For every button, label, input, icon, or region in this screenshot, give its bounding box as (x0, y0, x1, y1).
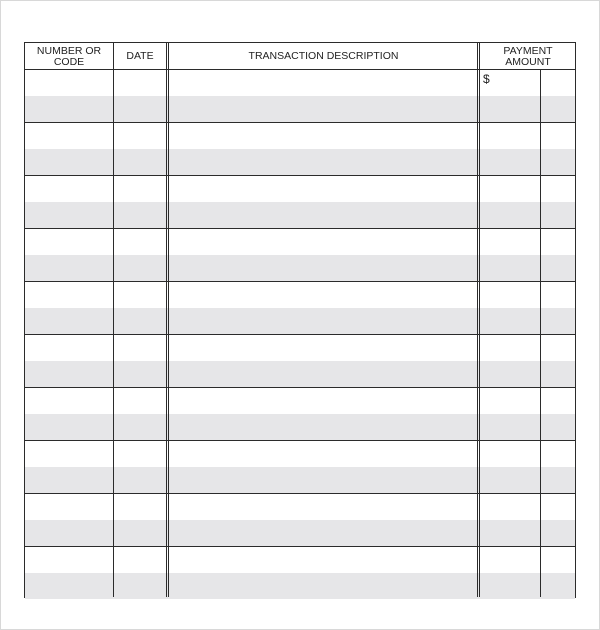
row-line-shaded[interactable] (25, 96, 575, 122)
row-line-white[interactable] (25, 547, 575, 573)
row-line-white[interactable] (25, 388, 575, 414)
table-row[interactable] (25, 70, 575, 123)
row-line-white[interactable] (25, 282, 575, 308)
row-line-white[interactable] (25, 229, 575, 255)
table-row[interactable] (25, 547, 575, 600)
table-row[interactable] (25, 123, 575, 176)
cents-divider (540, 70, 541, 597)
column-divider (168, 43, 169, 597)
table-row[interactable] (25, 441, 575, 494)
currency-symbol: $ (483, 72, 490, 86)
row-line-white[interactable] (25, 335, 575, 361)
column-header-transaction-description: TRANSACTION DESCRIPTION (248, 50, 399, 62)
row-line-white[interactable] (25, 441, 575, 467)
row-line-shaded[interactable] (25, 308, 575, 334)
column-divider (477, 43, 478, 597)
column-divider (166, 43, 167, 597)
transaction-register (24, 42, 576, 598)
row-line-white[interactable] (25, 176, 575, 202)
table-row[interactable] (25, 282, 575, 335)
column-header-payment-amount: PAYMENT AMOUNT (503, 44, 553, 68)
column-header-date: DATE (126, 50, 154, 62)
table-row[interactable] (25, 335, 575, 388)
row-line-white[interactable] (25, 494, 575, 520)
row-line-shaded[interactable] (25, 361, 575, 387)
row-line-shaded[interactable] (25, 255, 575, 281)
column-header-number-or-code: NUMBER OR CODE (36, 44, 102, 68)
row-line-white[interactable] (25, 123, 575, 149)
row-line-shaded[interactable] (25, 414, 575, 440)
row-line-white[interactable] (25, 70, 575, 96)
column-divider (479, 43, 480, 597)
row-line-shaded[interactable] (25, 467, 575, 493)
row-line-shaded[interactable] (25, 202, 575, 228)
row-line-shaded[interactable] (25, 573, 575, 599)
table-row[interactable] (25, 388, 575, 441)
table-row[interactable] (25, 176, 575, 229)
row-line-shaded[interactable] (25, 149, 575, 175)
table-row[interactable] (25, 229, 575, 282)
row-line-shaded[interactable] (25, 520, 575, 546)
column-divider (113, 43, 114, 597)
table-row[interactable] (25, 494, 575, 547)
